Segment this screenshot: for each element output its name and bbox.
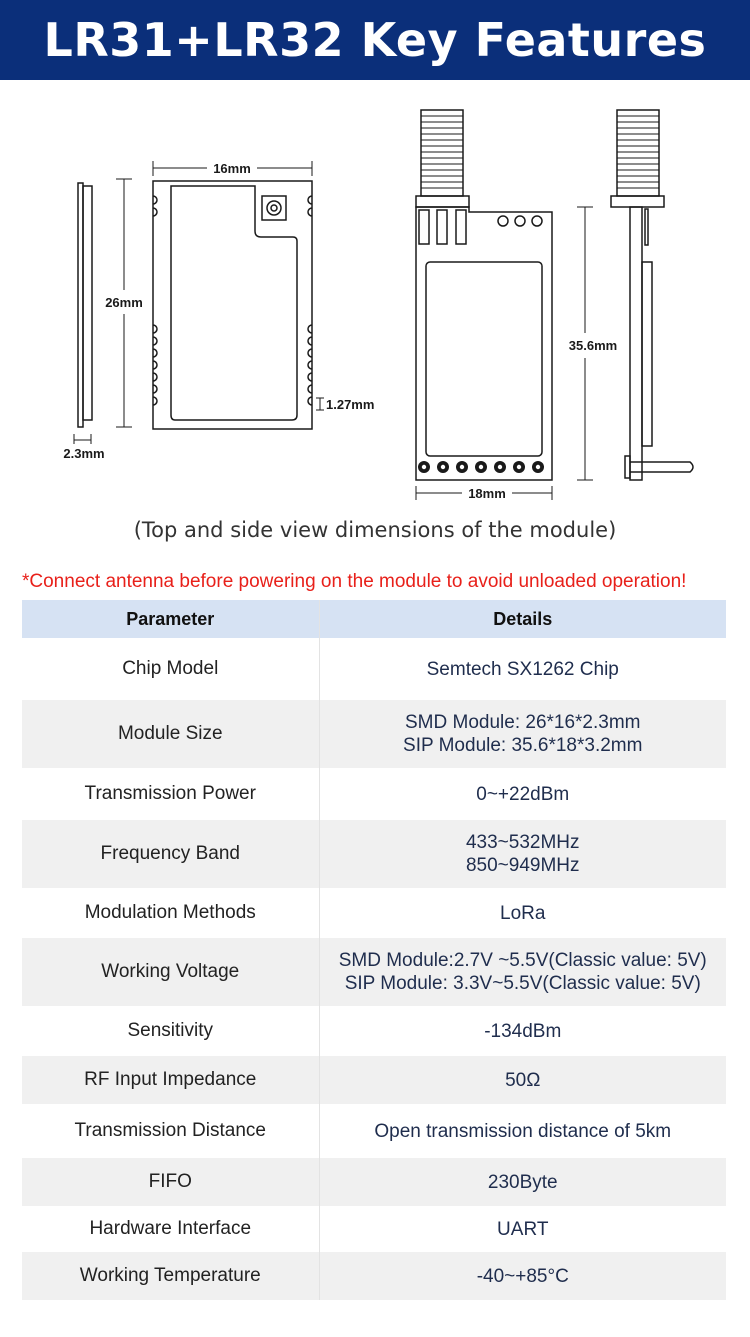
param-cell: Transmission Power [84,783,256,804]
details-line: SIP Module: 35.6*18*3.2mm [403,735,643,756]
param-cell: FIFO [22,1158,319,1206]
param-cell: Modulation Methods [84,902,256,923]
dim-height-sip-label: 35.6mm [568,338,618,353]
details-cell [319,820,726,888]
details-cell [319,700,726,768]
details-cell [319,1104,726,1158]
page-title-banner [0,0,750,80]
details-cell [319,1056,726,1104]
dim-width-smd-label: 16mm [213,161,251,176]
details-cell [319,1252,726,1300]
table-row [22,700,726,768]
details-cell [319,768,726,820]
param-cell: Chip Model [122,658,219,679]
param-cell: Transmission Distance [74,1120,266,1141]
smd-side-view [74,183,92,444]
table-row [22,1006,726,1056]
table-row [22,1158,726,1206]
table-header-row [22,600,726,638]
details-line: SMD Module: 26*16*2.3mm [405,712,641,733]
details-line: SMD Module:2.7V ~5.5V(Classic value: 5V) [338,950,707,971]
header-details: Details [319,600,726,638]
specification-table [22,600,726,1300]
table-row [22,1056,726,1104]
param-cell: Sensitivity [127,1020,214,1041]
details-line: Open transmission distance of 5km [374,1120,672,1142]
sip-top-view [416,110,552,480]
table-row [22,938,726,1006]
details-cell [319,1158,726,1206]
details-cell [319,638,726,700]
dim-width-sip-label: 18mm [468,486,506,501]
details-cell [319,938,726,1006]
table-row [22,1104,726,1158]
details-line: SIP Module: 3.3V~5.5V(Classic value: 5V) [344,973,701,994]
details-line: -134dBm [484,1020,562,1042]
details-cell [319,1006,726,1056]
details-line: 433~532MHz [465,832,580,853]
table-row [22,638,726,700]
param-cell: Working Temperature [22,1252,319,1300]
details-cell [319,888,726,938]
param-cell: Working Voltage [22,938,319,1006]
page-title: LR31+LR32 Key Features [43,13,707,67]
drawing-caption: (Top and side view dimensions of the module) [133,518,617,542]
details-line: LoRa [500,902,546,924]
details-line: Semtech SX1262 Chip [426,658,619,680]
param-cell: Module Size [22,700,319,768]
param-cell: Hardware Interface [89,1218,252,1239]
header-parameter: Parameter [22,600,319,638]
antenna-warning: *Connect antenna before powering on the module to avoid unloaded operation! [22,571,687,592]
dim-height-smd-label: 26mm [105,295,143,310]
table-row [22,768,726,820]
dim-pitch-label: 1.27mm [326,397,375,412]
smd-top-view [153,181,324,429]
param-cell: Frequency Band [22,820,319,888]
details-line: 0~+22dBm [476,783,570,805]
details-line: UART [497,1218,549,1240]
details-line: -40~+85°C [476,1265,569,1287]
table-row [22,820,726,888]
dim-thickness-label: 2.3mm [63,446,105,461]
module-dimension-drawing [0,90,750,520]
details-line: 230Byte [487,1171,558,1193]
details-cell [319,1206,726,1252]
table-row [22,1252,726,1300]
param-cell: RF Input Impedance [22,1056,319,1104]
table-row [22,888,726,938]
details-line: 50Ω [505,1069,541,1091]
table-row [22,1206,726,1252]
sip-side-view [611,110,693,480]
details-line: 850~949MHz [465,855,580,876]
